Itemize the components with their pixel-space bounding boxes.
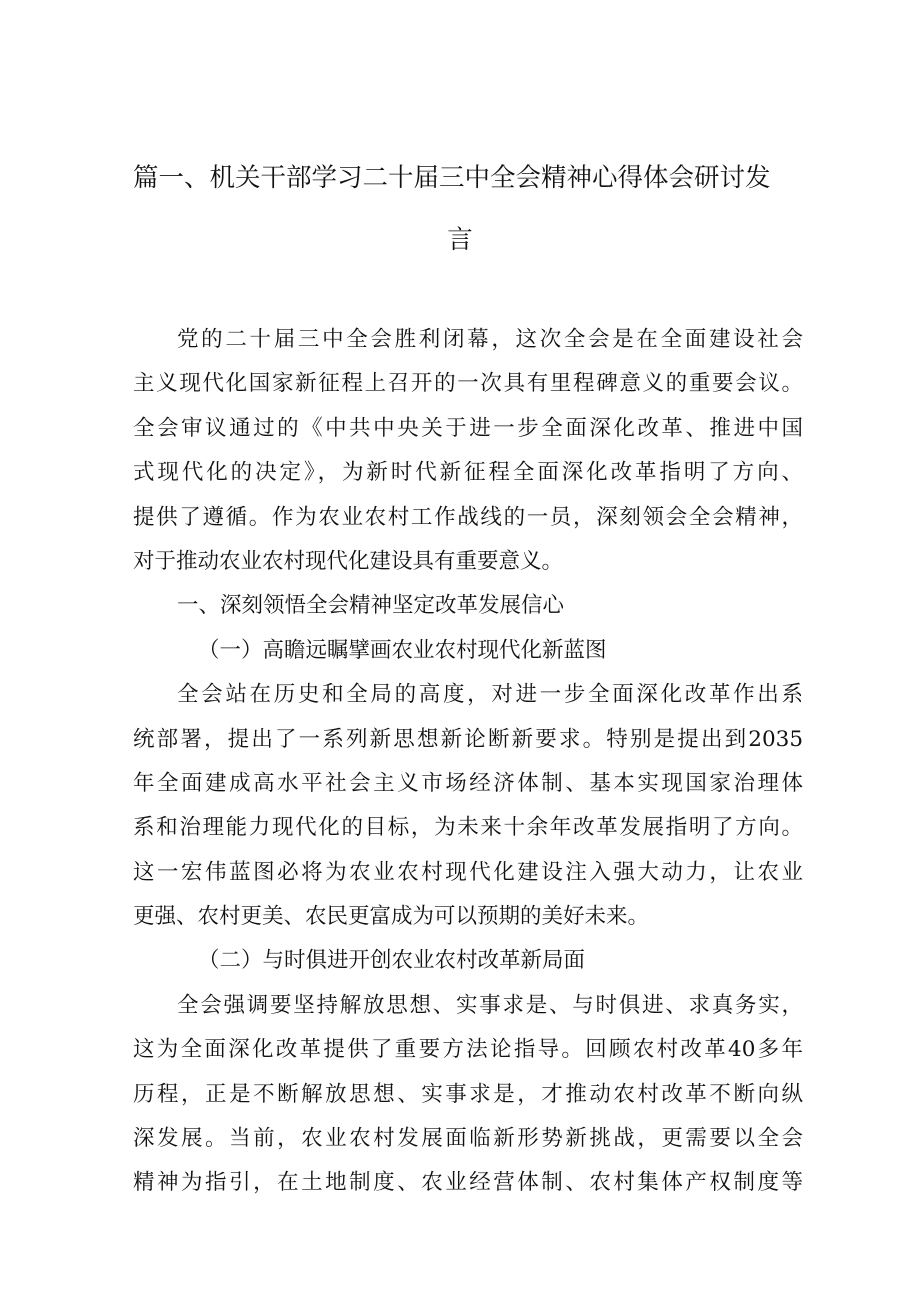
section-heading: 一、深刻领悟全会精神坚定改革发展信心 (177, 593, 565, 619)
document-title-line-1: 篇一、机关干部学习二十届三中全会精神心得体会研讨发 (133, 163, 771, 193)
body-line: 历程，正是不断解放思想、实事求是，才推动农村改革不断向纵 (133, 1081, 803, 1107)
document-title-line-2: 言 (447, 225, 473, 255)
body-line: 全会审议通过的《中共中央关于进一步全面深化改革、推进中国 (133, 415, 803, 441)
body-line: 深发展。当前，农业农村发展面临新形势新挑战，更需要以全会 (133, 1126, 803, 1152)
body-line: 党的二十届三中全会胜利闭幕，这次全会是在全面建设社会 (177, 327, 803, 352)
document-body (133, 318, 803, 1206)
subsection-heading: （一）高瞻远瞩擘画农业农村现代化新蓝图 (198, 637, 607, 663)
subsection-heading: （二）与时俱进开创农业农村改革新局面 (198, 948, 586, 974)
body-line: 统部署，提出了一系列新思想新论断新要求。特别是提出到2035 (133, 726, 803, 752)
body-line: 更强、农村更美、农民更富成为可以预期的美好未来。 (133, 904, 650, 930)
body-line: 系和治理能力现代化的目标，为未来十余年改革发展指明了方向。 (133, 815, 803, 841)
body-line: 全会强调要坚持解放思想、实事求是、与时俱进、求真务实， (177, 992, 803, 1018)
body-line: 全会站在历史和全局的高度，对进一步全面深化改革作出系 (177, 682, 803, 708)
body-line: 对于推动农业农村现代化建设具有重要意义。 (133, 548, 564, 574)
body-line: 提供了遵循。作为农业农村工作战线的一员，深刻领会全会精神， (133, 504, 803, 530)
body-line: 式现代化的决定》，为新时代新征程全面深化改革指明了方向、 (133, 460, 803, 486)
body-line: 主义现代化国家新征程上召开的一次具有里程碑意义的重要会议。 (133, 371, 803, 397)
body-line: 精神为指引，在土地制度、农业经营体制、农村集体产权制度等 (133, 1170, 803, 1196)
body-line: 年全面建成高水平社会主义市场经济体制、基本实现国家治理体 (133, 770, 803, 796)
body-line: 这一宏伟蓝图必将为农业农村现代化建设注入强大动力，让农业 (133, 859, 803, 885)
body-line: 这为全面深化改革提供了重要方法论指导。回顾农村改革40多年 (133, 1037, 803, 1063)
